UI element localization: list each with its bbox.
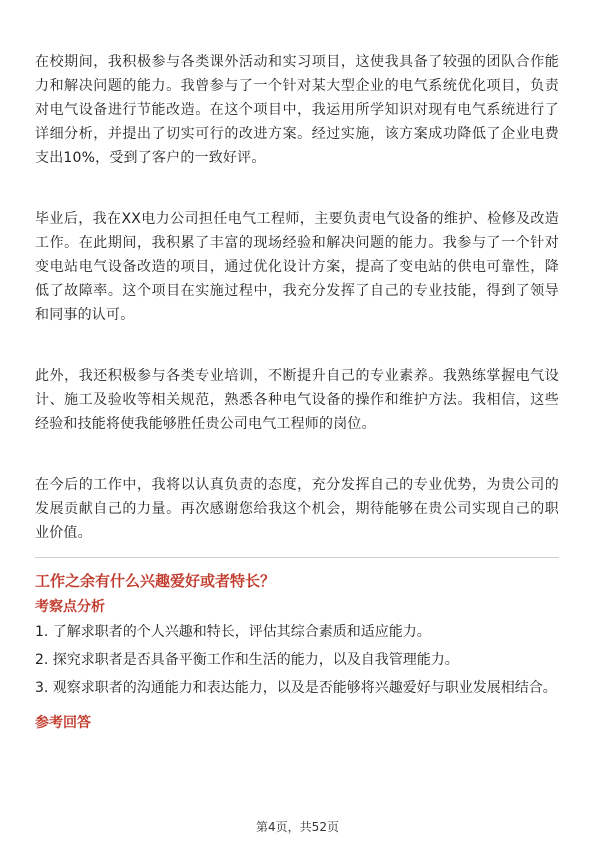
paragraph-1: 在校期间，我积极参与各类课外活动和实习项目，这使我具备了较强的团队合作能力和解决问题的能力。我曾参与了一个针对某大型企业的电气系统优化项目，负责对电气设备进行节能改造。在这个项目中，我运用所学知识对现有电气系统进行了详细分析，并提出了切实可行的改进方案。经过实施，该方案成功降低了企业电费支出10%，受到了客户的一致好评。 — [35, 54, 559, 166]
paragraph-3: 此外，我还积极参与各类专业培训，不断提升自己的专业素养。我熟练掌握电气设计、施工及验收等相关规范，熟悉各种电气设备的操作和维护方法。我相信，这些经验和技能将使我能够胜任贵公司电气工程师的岗位。 — [35, 368, 559, 432]
paragraph-4: 在今后的工作中，我将以认真负责的态度，充分发挥自己的专业优势，为贵公司的发展贡献自己的力量。再次感谢您给我这个机会，期待能够在贵公司实现自己的职业价值。 — [35, 477, 559, 541]
answer-heading: 参考回答 — [35, 715, 91, 731]
analysis-point-1: 1. 了解求职者的个人兴趣和特长，评估其综合素质和适应能力。 — [35, 624, 431, 640]
page-footer: 第4页，共52页 — [256, 820, 339, 834]
analysis-point-2: 2. 探究求职者是否具备平衡工作和生活的能力，以及自我管理能力。 — [35, 652, 459, 668]
analysis-point-3: 3. 观察求职者的沟通能力和表达能力，以及是否能够将兴趣爱好与职业发展相结合。 — [35, 680, 557, 696]
paragraph-2: 毕业后，我在XX电力公司担任电气工程师，主要负责电气设备的维护、检修及改造工作。在此期间，我积累了丰富的现场经验和解决问题的能力。我参与了一个针对变电站电气设备改造的项目，通过优化设计方案，提高了变电站的供电可靠性，降低了故障率。这个项目在实施过程中，我充分发挥了自己的专业技能，得到了领导和同事的认可。 — [35, 211, 559, 323]
page-content — [35, 50, 559, 734]
question-heading: 工作之余有什么兴趣爱好或者特长？ — [35, 572, 276, 590]
section-divider — [35, 557, 559, 558]
analysis-heading: 考察点分析 — [35, 599, 105, 615]
